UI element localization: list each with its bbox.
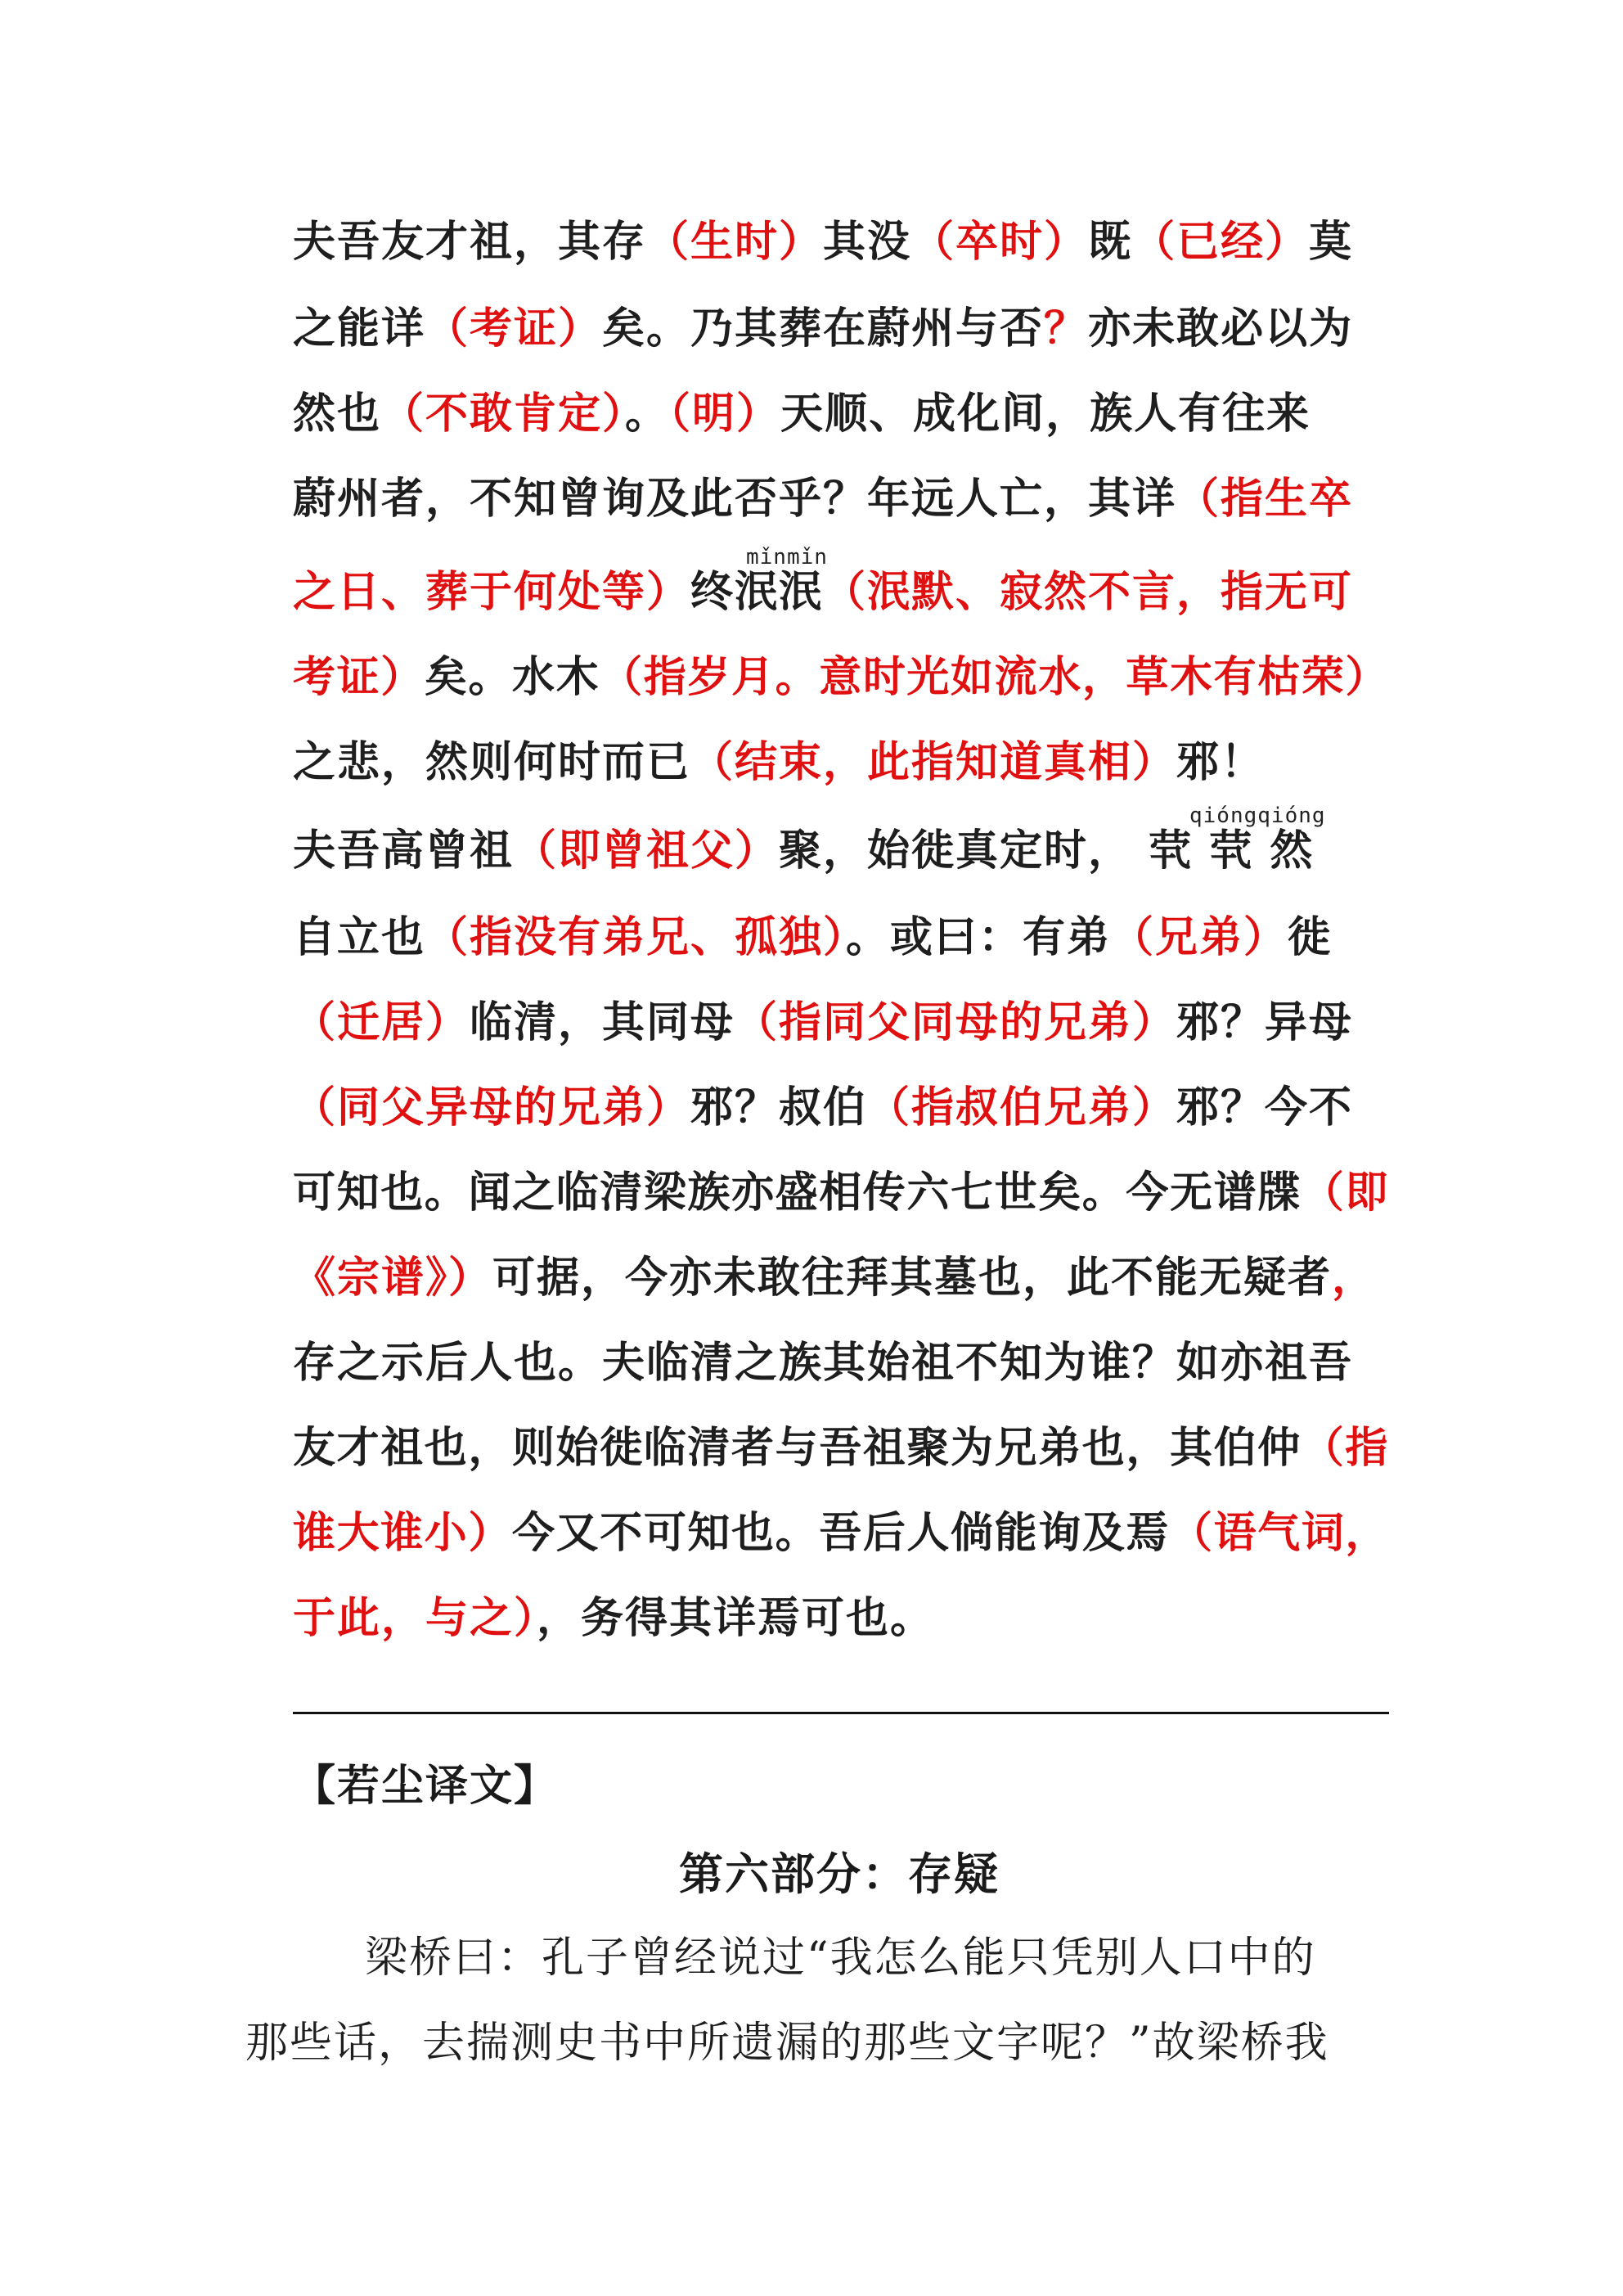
original-text: 邪？叔伯 bbox=[690, 1083, 868, 1132]
text-line bbox=[293, 371, 1389, 461]
original-text: 友才祖也，则始徙临清者与吾祖聚为兄弟也，其伯仲 bbox=[293, 1423, 1302, 1473]
annotation-text: （生时） bbox=[646, 217, 824, 267]
annotation-text: （卒时） bbox=[911, 217, 1089, 267]
text-line bbox=[293, 457, 1389, 547]
original-text: 临清，其同母 bbox=[470, 997, 735, 1047]
original-text: ，务得其详焉可也。 bbox=[537, 1593, 935, 1643]
original-text: 夫吾友才祖，其存 bbox=[293, 217, 647, 267]
original-text: 天顺、成化间，族人有往来 bbox=[780, 389, 1311, 439]
original-text: 自立也 bbox=[293, 912, 426, 962]
annotation-text: 于此，与之） bbox=[293, 1593, 537, 1643]
text-line bbox=[293, 1491, 1389, 1581]
original-text: 。或曰：有弟 bbox=[846, 912, 1112, 962]
original-text: 亦未敢必以为 bbox=[1088, 304, 1354, 353]
annotation-text: （兄弟） bbox=[1111, 912, 1288, 962]
annotation-text: （结束，此指知道真相） bbox=[690, 737, 1177, 787]
original-text: 之悲，然则何时而已 bbox=[293, 737, 691, 787]
annotation-text: （明） bbox=[669, 389, 781, 439]
annotation-text: （考证） bbox=[425, 304, 603, 353]
text-line bbox=[293, 286, 1389, 376]
original-text: 可据，今亦未敢往拜其墓也，此不能无疑者 bbox=[492, 1253, 1333, 1303]
original-text: 邪？异母 bbox=[1176, 997, 1354, 1047]
translation-line-2: 那些话，去揣测史书中所遗漏的那些文字呢？”故梁桥我 bbox=[245, 2019, 1329, 2068]
original-text: 矣。水木 bbox=[424, 652, 600, 702]
annotation-text: （泯默、寂然不言，指无可 bbox=[823, 567, 1354, 617]
original-text: 。 bbox=[625, 389, 670, 439]
annotation-text: ？ bbox=[1044, 304, 1089, 353]
annotation-text: 考证） bbox=[293, 652, 425, 702]
original-text: 其没 bbox=[823, 217, 912, 267]
annotation-text: （即 bbox=[1301, 1168, 1390, 1218]
text-line bbox=[293, 635, 1389, 725]
original-text: 存之示后人也。夫临清之族其始祖不知为谁？如亦祖吾 bbox=[293, 1338, 1354, 1388]
text-line bbox=[293, 1321, 1389, 1411]
original-text: 今又不可知也。吾后人倘能询及焉 bbox=[512, 1508, 1171, 1558]
original-text: 矣。乃其葬在蔚州与否 bbox=[602, 304, 1045, 353]
text-line bbox=[293, 200, 1389, 290]
text-line bbox=[293, 980, 1389, 1070]
text-line bbox=[293, 1065, 1389, 1155]
original-text: 聚，始徙真定时， 茕 茕 然 bbox=[779, 826, 1315, 876]
original-text: 既 bbox=[1088, 217, 1133, 267]
text-line bbox=[293, 550, 1389, 640]
annotation-text: （指没有弟兄、孤独） bbox=[425, 912, 847, 962]
original-text: 邪？今不 bbox=[1176, 1083, 1354, 1132]
annotation-text: （不敢肯定） bbox=[381, 389, 626, 439]
original-text: 蔚州者，不知曾询及此否乎？年远人亡，其详 bbox=[293, 474, 1177, 524]
pinyin-minmin: mǐnmǐn bbox=[746, 545, 828, 569]
annotation-text: 谁大谁小） bbox=[293, 1508, 513, 1558]
original-text: 可知也。闻之临清梁族亦盛相传六七世矣。今无谱牒 bbox=[293, 1168, 1302, 1218]
pinyin-qiongqiong: qióngqióng bbox=[1189, 804, 1326, 828]
annotation-text: 之日、葬于何处等） bbox=[293, 567, 691, 617]
original-text: 邪！ bbox=[1176, 737, 1266, 787]
annotation-text: （迁居） bbox=[293, 997, 470, 1047]
translation-line-1: 梁桥曰：孔子曾经说过“我怎么能只凭别人口中的 bbox=[365, 1934, 1316, 1983]
text-line bbox=[293, 1236, 1389, 1326]
annotation-text: （指 bbox=[1301, 1423, 1390, 1473]
text-line bbox=[293, 720, 1389, 810]
original-text: 莫 bbox=[1309, 217, 1354, 267]
original-text: 终泯泯 bbox=[690, 567, 824, 617]
section-title: 第六部分：存疑 bbox=[679, 1848, 1000, 1900]
annotation-text: 《宗谱》） bbox=[293, 1253, 493, 1303]
annotation-text: （指同父同母的兄弟） bbox=[735, 997, 1177, 1047]
text-line bbox=[293, 1406, 1389, 1496]
text-line bbox=[293, 1150, 1389, 1240]
annotation-text: （指生卒 bbox=[1176, 474, 1354, 524]
original-text: 之能详 bbox=[293, 304, 426, 353]
original-text: 徙 bbox=[1288, 912, 1333, 962]
annotation-text: （语气词， bbox=[1170, 1508, 1390, 1558]
annotation-text: （指叔伯兄弟） bbox=[867, 1083, 1177, 1132]
annotation-text: （即曾祖父） bbox=[514, 826, 780, 876]
annotation-text: ， bbox=[1332, 1253, 1377, 1303]
text-line bbox=[293, 1576, 1389, 1666]
annotation-text: （同父异母的兄弟） bbox=[293, 1083, 691, 1132]
original-text: 然也 bbox=[293, 389, 382, 439]
text-line bbox=[293, 895, 1389, 985]
annotation-text: （已经） bbox=[1132, 217, 1310, 267]
divider bbox=[293, 1712, 1389, 1714]
annotation-text: （指岁月。意时光如流水，草木有枯荣） bbox=[600, 652, 1390, 702]
translation-label: 【若尘译文】 bbox=[293, 1761, 559, 1811]
original-text: 夫吾高曾祖 bbox=[293, 826, 515, 876]
